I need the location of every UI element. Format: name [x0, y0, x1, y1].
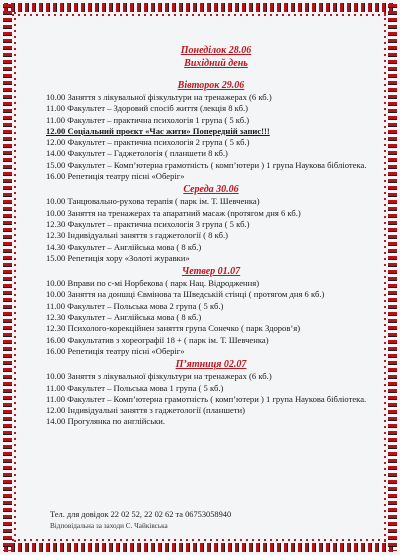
schedule-item [46, 115, 376, 126]
header-monday: Понеділок 28.06 [180, 45, 252, 56]
ornament-inner-bottom [12, 539, 388, 541]
schedule-item [46, 137, 376, 148]
schedule-item [46, 383, 376, 394]
schedule-item [46, 92, 376, 103]
day-title: Четвер 01.07 [181, 266, 241, 278]
schedule-item-text: 11.00 Факультет – Комп’ютерна грамотність ( комп’ютери ) 1 група Наукова бібліотека. [46, 393, 367, 404]
ornament-border-right [388, 4, 397, 551]
schedule-item-text: 15.00 Репетиція хору «Золоті журавки» [46, 252, 190, 263]
schedule-item-text: 16.00 Факультатив з хореографії 18 + ( парк ім. Т. Шевченка) [46, 334, 269, 345]
schedule-item [46, 312, 376, 323]
schedule-item [46, 405, 376, 416]
schedule-item-text: 10.00 Заняття з лікувальної фізкультури на тренажерах (6 кб.) [46, 92, 272, 102]
schedule-item-text: 10.00 Заняття на тренажерах та апаратний масаж (протягом дня 6 кб.) [46, 207, 301, 218]
schedule-item [46, 416, 376, 427]
schedule-item [46, 160, 376, 171]
schedule-item-text: 14.30 Факультет – Англійська мова ( 8 кб.) [46, 241, 202, 252]
schedule-item-text: 12.00 Соціальний проєкт «Час жити» Попередній запис!!! [46, 125, 270, 136]
schedule-item-text: 15.00 Факультет – Комп’ютерна грамотність ( комп’ютери ) 1 група Наукова бібліотека. [46, 159, 367, 170]
ornament-inner-left [14, 12, 16, 543]
ornament-border-top [4, 3, 396, 12]
schedule-item-text: 12.30 Факультет – практична психологія 3 група ( 5 кб.) [46, 218, 250, 229]
schedule-item-text: 10.00 Танцювально-рухова терапія ( парк ім. Т. Шевченка) [46, 196, 260, 207]
schedule-item-text: 14.00 Прогулянка по англійськи. [46, 416, 166, 427]
schedule-item-text: 11.00 Факультет – Здоровий спосіб життя (лекція 8 кб.) [46, 103, 248, 114]
schedule-item [46, 219, 376, 230]
schedule-item [46, 242, 376, 253]
ornament-inner-top [12, 14, 388, 16]
schedule-item [46, 371, 376, 382]
schedule-item [46, 301, 376, 312]
schedule-item-text: 12.00 Індивідуальні заняття з гаджетології (планшети) [46, 405, 245, 416]
footer-phones: Тел. для довідок 22 02 52, 22 02 62 та 06753058940 [50, 510, 232, 519]
schedule-item-text: 11.00 Факультет – практична психологія 1 група ( 5 кб.) [46, 114, 250, 125]
schedule-item [46, 148, 376, 159]
day-title: П’ятниця 02.07 [175, 359, 247, 371]
schedule-item [46, 289, 376, 300]
day-title: Вівторок 29.06 [177, 80, 245, 91]
schedule-item-text: 10.00 Вправи по с-мі Норбекова ( парк Нац. Відродження) [46, 278, 260, 289]
day-title: Середа 30.06 [183, 184, 239, 196]
schedule-item-text: 10.00 Заняття з лікувальної фізкультури на тренажерах (6 кб.) [46, 371, 272, 382]
footer-responsible: Відповідальна за заходи С. Чайківська [50, 522, 168, 530]
schedule-item [46, 230, 376, 241]
schedule-item-text: 12.30 Психолого-корекційнен заняття група Сонечко ( парк Здоров’я) [46, 323, 301, 334]
schedule-item-text: 12.30 Факультет – Англійська мова ( 8 кб.) [46, 312, 202, 323]
ornament-border-bottom [4, 543, 396, 552]
schedule-item-text: 14.00 Факультет – Гаджетологія ( планшети 8 кб.) [46, 148, 228, 159]
schedule-item [46, 103, 376, 114]
ornament-inner-right [384, 12, 386, 543]
schedule-content [46, 44, 376, 428]
days-list [46, 80, 376, 428]
schedule-item [46, 208, 376, 219]
schedule-item [46, 346, 376, 357]
schedule-item-text: 11.00 Факультет – Польська мова 2 група ( 5 кб.) [46, 300, 224, 311]
schedule-item [46, 126, 376, 137]
schedule-item-text: 16.00 Репетиція театру пісні «Оберіг» [46, 171, 185, 182]
schedule-item [46, 335, 376, 346]
schedule-item [46, 253, 376, 264]
schedule-item [46, 196, 376, 207]
schedule-item-text: 16.00 Репетиція театру пісні «Оберіг» [46, 345, 185, 356]
schedule-item [46, 323, 376, 334]
ornament-border-left [3, 4, 12, 551]
schedule-item [46, 278, 376, 289]
schedule-item [46, 394, 376, 405]
header-day-off: Вихідний день [184, 58, 248, 69]
schedule-item-text: 11.00 Факультет – Польська мова 1 група ( 5 кб.) [46, 382, 224, 393]
schedule-item-text: 10.00 Заняття на доншці Євмінова та Шведській стінці ( протягом дня 6 кб.) [46, 289, 325, 300]
schedule-item-text: 12.00 Факультет – практична психологія 2 група ( 5 кб.) [46, 137, 250, 148]
schedule-item [46, 171, 376, 182]
schedule-item-text: 12.30 Індивідуальні заняття з гаджетології ( 8 кб.) [46, 230, 228, 241]
